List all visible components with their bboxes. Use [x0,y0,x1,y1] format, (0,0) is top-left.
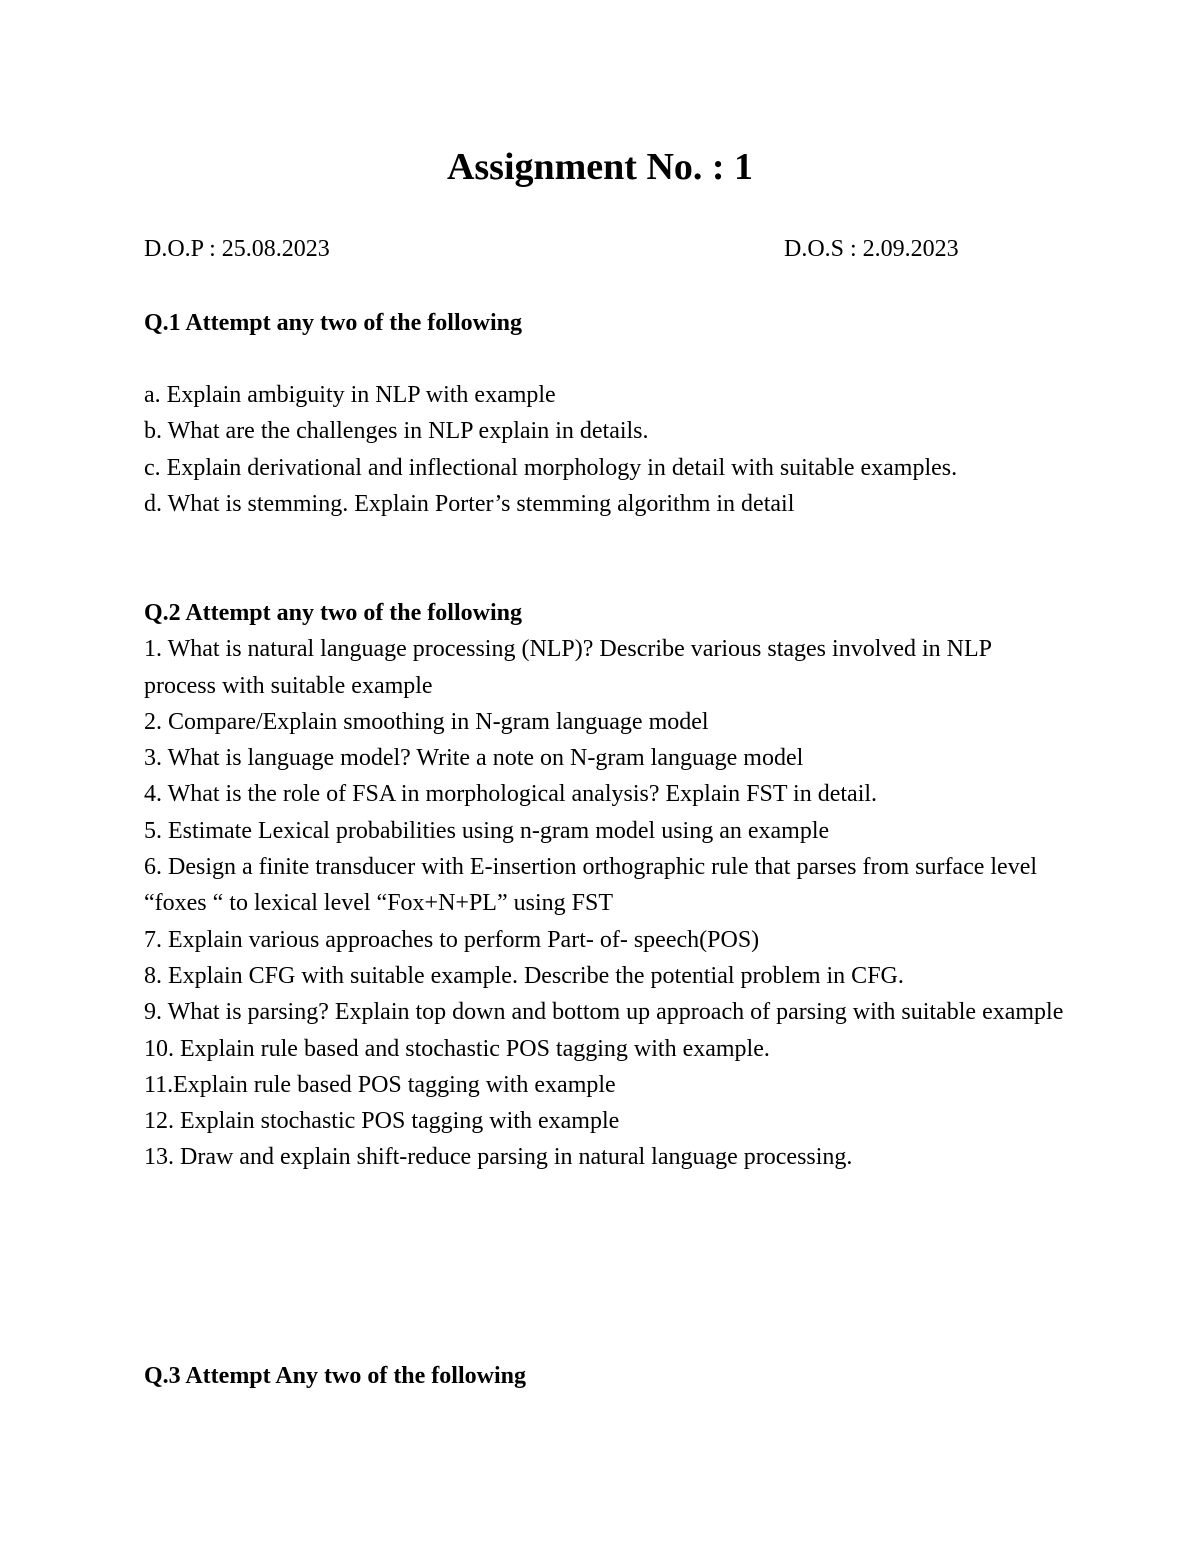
question-item: 5. Estimate Lexical probabilities using n-gram model using an example [144,817,830,844]
q2-heading: Q.2 Attempt any two of the following [144,600,522,626]
page-title: Assignment No. : 1 [446,146,754,188]
question-item: 2. Compare/Explain smoothing in N-gram language model [144,708,709,735]
question-item: 3. What is language model? Write a note on N-gram language model [144,745,804,772]
question-item: d. What is stemming. Explain Porter’s stemming algorithm in detail [144,490,795,517]
q1-section-heading-wrap [144,305,1064,341]
question-item: a. Explain ambiguity in NLP with example [144,382,556,408]
q3-heading: Q.3 Attempt Any two of the following [144,1363,526,1389]
q1-question-list [144,377,1064,522]
question-item: 8. Explain CFG with suitable example. Describe the potential problem in CFG. [144,962,904,989]
question-item: b. What are the challenges in NLP explain in details. [144,418,649,445]
q2-question-list [144,631,1064,1175]
date-of-submission: D.O.S : 2.09.2023 [784,236,959,262]
question-item: 7. Explain various approaches to perform Part- of- speech(POS) [144,926,760,953]
question-item: 10. Explain rule based and stochastic POS tagging with example. [144,1035,770,1062]
q3-section [144,1358,1064,1394]
question-item: 9. What is parsing? Explain top down and bottom up approach of parsing with suitable example [144,999,1064,1026]
question-item: 1. What is natural language processing (NLP)? Describe various stages involved in NLP process with suitable example [144,636,992,699]
question-item: 4. What is the role of FSA in morphological analysis? Explain FST in detail. [144,781,878,808]
question-item: 12. Explain stochastic POS tagging with example [144,1108,620,1135]
question-item: 6. Design a finite transducer with E-insertion orthographic rule that parses from surface level “foxes “ to lexical level “Fox+N+PL” using FST [144,854,1038,917]
q2-section [144,595,1064,1176]
question-item: 11.Explain rule based POS tagging with example [144,1071,616,1098]
question-item: c. Explain derivational and inflectional morphology in detail with suitable examples. [144,454,958,481]
q1-heading: Q.1 Attempt any two of the following [144,310,522,336]
q1-section [144,377,1064,522]
question-item: 13. Draw and explain shift-reduce parsing in natural language processing. [144,1144,853,1171]
date-of-publish: D.O.P : 25.08.2023 [144,236,330,262]
